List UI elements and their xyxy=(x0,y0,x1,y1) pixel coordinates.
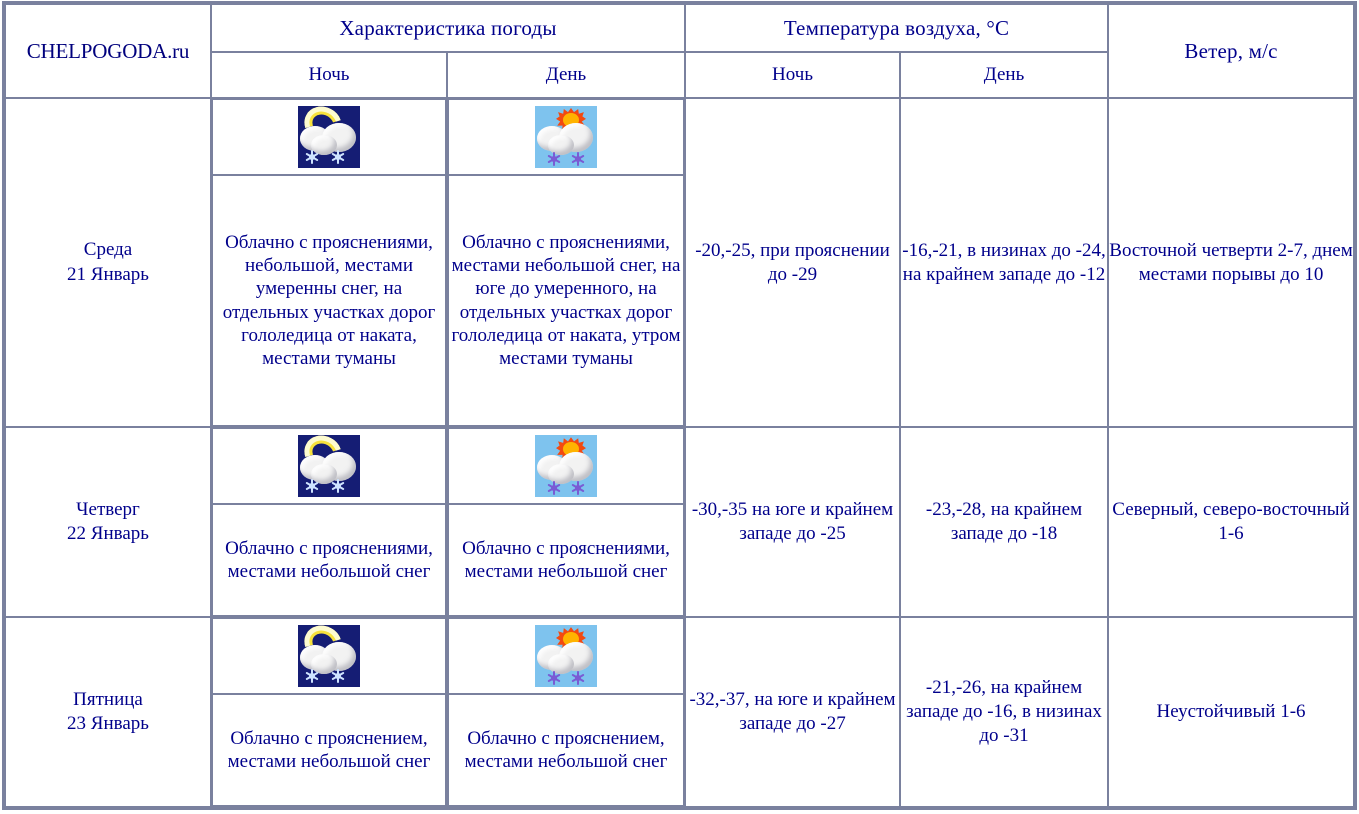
day-weather-cell xyxy=(447,617,685,807)
snowflake-shape xyxy=(547,671,558,682)
sun-clouds-snow-icon xyxy=(535,625,597,687)
subheader-temp-night: Ночь xyxy=(685,52,900,98)
night-temperature: -20,-25, при прояснении до -29 xyxy=(685,98,900,427)
moon-clouds-snow-icon xyxy=(298,106,360,168)
day-description: Облачно с прояснениями, местами небольшой снег, на юге до умеренного, на отдельных участках дорог гололедица от наката, утром местами туманы xyxy=(448,175,684,426)
day-icon-cell xyxy=(448,618,684,694)
weekday-label: Среда xyxy=(83,239,133,261)
snowflake-shape xyxy=(571,671,582,682)
moon-clouds-snow-icon xyxy=(298,435,360,497)
snowflake-shape xyxy=(331,669,345,683)
day-temperature: -16,-21, в низинах до -24, на крайнем западе до -12 xyxy=(900,98,1108,427)
weather-forecast-table xyxy=(2,1,1357,810)
weekday-label: Четверг xyxy=(76,498,140,520)
table-row xyxy=(5,98,1354,427)
table-header-row-group xyxy=(5,4,1354,52)
row-date-cell xyxy=(5,427,211,617)
snowflake-shape xyxy=(331,150,345,164)
night-description: Облачно с прояснениями, местами небольшой снег xyxy=(212,504,446,616)
weekday-label: Пятница xyxy=(73,688,143,710)
table-row xyxy=(5,427,1354,617)
subheader-weather-night: Ночь xyxy=(211,52,447,98)
sun-clouds-snow-icon xyxy=(535,106,597,168)
night-description: Облачно с прояснением, местами небольшой снег xyxy=(212,694,446,806)
day-temperature: -23,-28, на крайнем западе до -18 xyxy=(900,427,1108,617)
snowflake-shape xyxy=(305,479,319,493)
sun-clouds-snow-icon xyxy=(535,435,597,497)
night-description: Облачно с прояснениями, небольшой, местами умеренны снег, на отдельных участках дорог гололедица от наката, местами туманы xyxy=(212,175,446,426)
day-description: Облачно с прояснением, местами небольшой снег xyxy=(448,694,684,806)
night-weather-cell xyxy=(211,617,447,807)
snowflake-shape xyxy=(547,481,558,492)
wind-value: Неустойчивый 1-6 xyxy=(1108,617,1354,807)
snowflake-shape xyxy=(571,152,582,163)
snowflake-shape xyxy=(305,150,319,164)
day-temperature: -21,-26, на крайнем западе до -16, в низинах до -31 xyxy=(900,617,1108,807)
night-temperature: -30,-35 на юге и крайнем западе до -25 xyxy=(685,427,900,617)
night-icon-cell xyxy=(212,618,446,694)
night-weather-cell xyxy=(211,427,447,617)
subheader-weather-day: День xyxy=(447,52,685,98)
night-icon-cell xyxy=(212,428,446,504)
header-weather-group: Характеристика погоды xyxy=(211,4,685,52)
moon-clouds-snow-icon xyxy=(298,625,360,687)
snowflake-shape xyxy=(547,152,558,163)
wind-value: Северный, северо-восточный 1-6 xyxy=(1108,427,1354,617)
wind-value: Восточной четверти 2-7, днем местами порывы до 10 xyxy=(1108,98,1354,427)
header-temperature-group: Температура воздуха, °C xyxy=(685,4,1108,52)
date-label: 22 Январь xyxy=(67,523,149,545)
site-logo[interactable]: CHELPOGODA.ru xyxy=(5,4,211,98)
night-icon-cell xyxy=(212,99,446,175)
snowflake-shape xyxy=(331,479,345,493)
snowflake-shape xyxy=(305,669,319,683)
day-weather-cell xyxy=(447,427,685,617)
snowflake-shape xyxy=(571,481,582,492)
date-label: 23 Январь xyxy=(67,713,149,735)
table-row xyxy=(5,617,1354,807)
date-label: 21 Январь xyxy=(67,263,149,285)
day-icon-cell xyxy=(448,99,684,175)
day-icon-cell xyxy=(448,428,684,504)
row-date-cell xyxy=(5,98,211,427)
night-temperature: -32,-37, на юге и крайнем западе до -27 xyxy=(685,617,900,807)
row-date-cell xyxy=(5,617,211,807)
header-wind-group: Ветер, м/с xyxy=(1108,4,1354,98)
day-weather-cell xyxy=(447,98,685,427)
day-description: Облачно с прояснениями, местами небольшой снег xyxy=(448,504,684,616)
subheader-temp-day: День xyxy=(900,52,1108,98)
night-weather-cell xyxy=(211,98,447,427)
